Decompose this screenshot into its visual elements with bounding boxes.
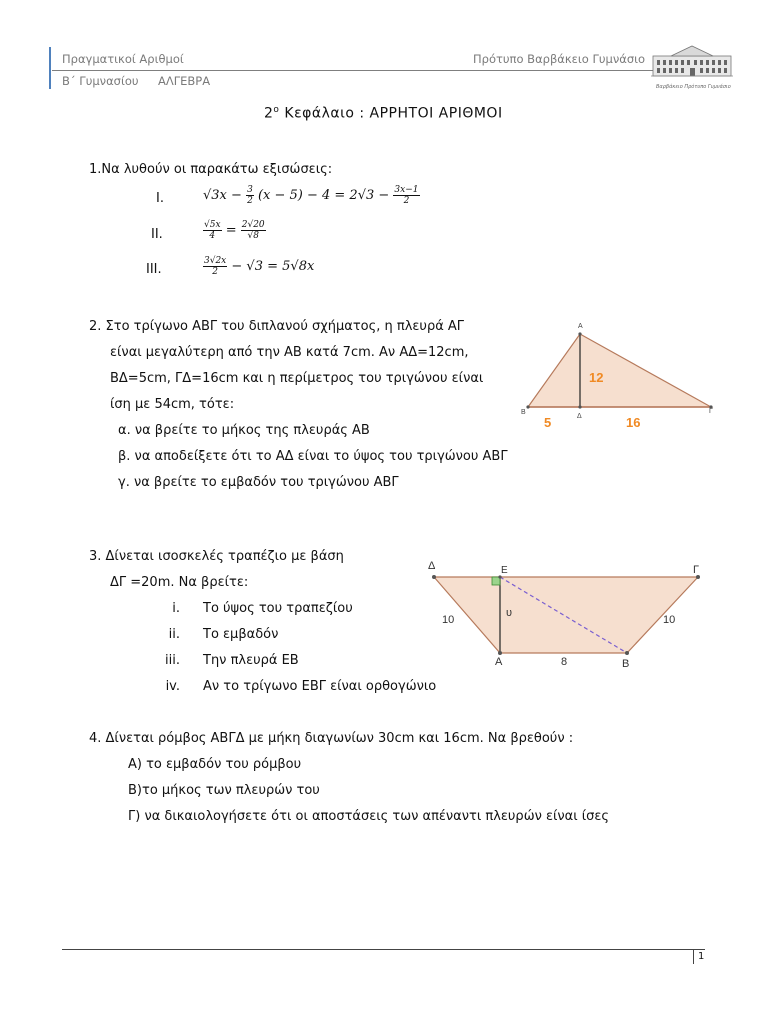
- q4-item-b: Β)το μήκος των πλευρών του: [128, 783, 320, 798]
- page-number: 1: [698, 951, 705, 962]
- height-label: 12: [589, 370, 604, 385]
- q3-line-2: ΔΓ =20m. Να βρείτε:: [110, 575, 249, 590]
- q2-line-1: 2. Στο τρίγωνο ΑΒΓ του διπλανού σχήματος, η πλευρά ΑΓ: [89, 319, 465, 334]
- q3-item-3: Την πλευρά ΕΒ: [203, 653, 299, 668]
- vertex-d-label: Δ: [577, 413, 582, 420]
- logo-caption: Βαρβάκειο Πρότυπο Γυμνάσιο: [656, 84, 731, 90]
- q3-item-1-num: i.: [172, 601, 180, 616]
- vertex-a-label: Α: [495, 656, 503, 668]
- triangle-figure: [515, 318, 725, 436]
- q1-equation-2: $\frac{√5x}{4}$ = $\frac{2√20}{√8}$: [204, 220, 265, 241]
- q1-equation-1: √3x − $\frac{3}{2}$ (x − 5) − 4 = 2√3 − $\frac{3x-1}{2}$: [203, 185, 419, 206]
- vertex-e-label: Ε: [501, 565, 508, 576]
- vertex-b-label: Β: [622, 658, 630, 670]
- page-title: $2^o$ Κεφάλαιο : ΑΡΡΗΤΟΙ ΑΡΙΘΜΟΙ: [264, 105, 503, 122]
- q3-item-3-num: iii.: [165, 653, 180, 668]
- header-grade: Β΄ Γυμνασίου: [62, 74, 139, 88]
- header-subject: ΑΛΓΕΒΡΑ: [158, 74, 211, 88]
- q3-item-2: Το εμβαδόν: [203, 627, 279, 642]
- q4-item-c: Γ) να δικαιολογήσετε ότι οι αποστάσεις των απέναντι πλευρών είναι ίσες: [128, 809, 610, 824]
- q2-item-b: β. να αποδείξετε ότι το ΑΔ είναι το ύψος του τριγώνου ΑΒΓ: [118, 449, 508, 464]
- header-topic: Πραγματικοί Αριθμοί: [62, 52, 184, 66]
- header-school: Πρότυπο Βαρβάκειο Γυμνάσιο: [473, 52, 646, 66]
- header-accent-bar: [49, 47, 51, 89]
- right-leg-label: 10: [663, 614, 676, 626]
- q4-item-a: Α) το εμβαδόν του ρόμβου: [128, 757, 302, 772]
- vertex-g-label: Γ: [693, 564, 700, 576]
- bd-label: 5: [544, 415, 552, 430]
- height-label: υ: [506, 607, 513, 619]
- q3-line-1: 3. Δίνεται ισοσκελές τραπέζιο με βάση: [89, 549, 344, 564]
- q2-line-2: είναι μεγαλύτερη από την ΑΒ κατά 7cm. Αν ΑΔ=12cm,: [110, 345, 469, 360]
- q2-line-3: ΒΔ=5cm, ΓΔ=16cm και η περίμετρος του τριγώνου είναι: [110, 371, 484, 386]
- q3-item-2-num: ii.: [168, 627, 180, 642]
- vertex-g-label: Γ: [709, 408, 713, 415]
- q1-label-2: II.: [151, 227, 163, 242]
- q2-line-4: ίση με 54cm, τότε:: [110, 397, 235, 412]
- q1-equation-3: $\frac{3√2x}{2}$ − √3 = 5√8x: [204, 256, 315, 277]
- vertex-d-label: Δ: [428, 560, 436, 572]
- q3-item-4: Αν το τρίγωνο ΕΒΓ είναι ορθογώνιο: [203, 679, 437, 694]
- q3-item-4-num: iv.: [165, 679, 180, 694]
- q1-intro: 1.Να λυθούν οι παρακάτω εξισώσεις:: [89, 162, 333, 177]
- q1-label-3: III.: [146, 262, 162, 277]
- footer-rule: [62, 949, 705, 950]
- dg-label: 16: [626, 415, 641, 430]
- vertex-a-label: Α: [578, 323, 583, 330]
- q2-item-a: α. να βρείτε το μήκος της πλευράς ΑΒ: [118, 423, 370, 438]
- q3-item-1: Το ύψος του τραπεζίου: [203, 601, 353, 616]
- vertex-b-label: Β: [521, 409, 526, 416]
- q4-line-1: 4. Δίνεται ρόμβος ΑΒΓΔ με μήκη διαγωνίων 30cm και 16cm. Να βρεθούν :: [89, 731, 574, 746]
- q1-label-1: I.: [156, 191, 164, 206]
- ab-label: 8: [561, 656, 568, 668]
- q2-item-c: γ. να βρείτε το εμβαδόν του τριγώνου ΑΒΓ: [118, 475, 399, 490]
- page-number-separator: [693, 950, 694, 964]
- trapezoid-figure: [420, 552, 720, 678]
- header-rule: [52, 70, 654, 71]
- left-leg-label: 10: [442, 614, 455, 626]
